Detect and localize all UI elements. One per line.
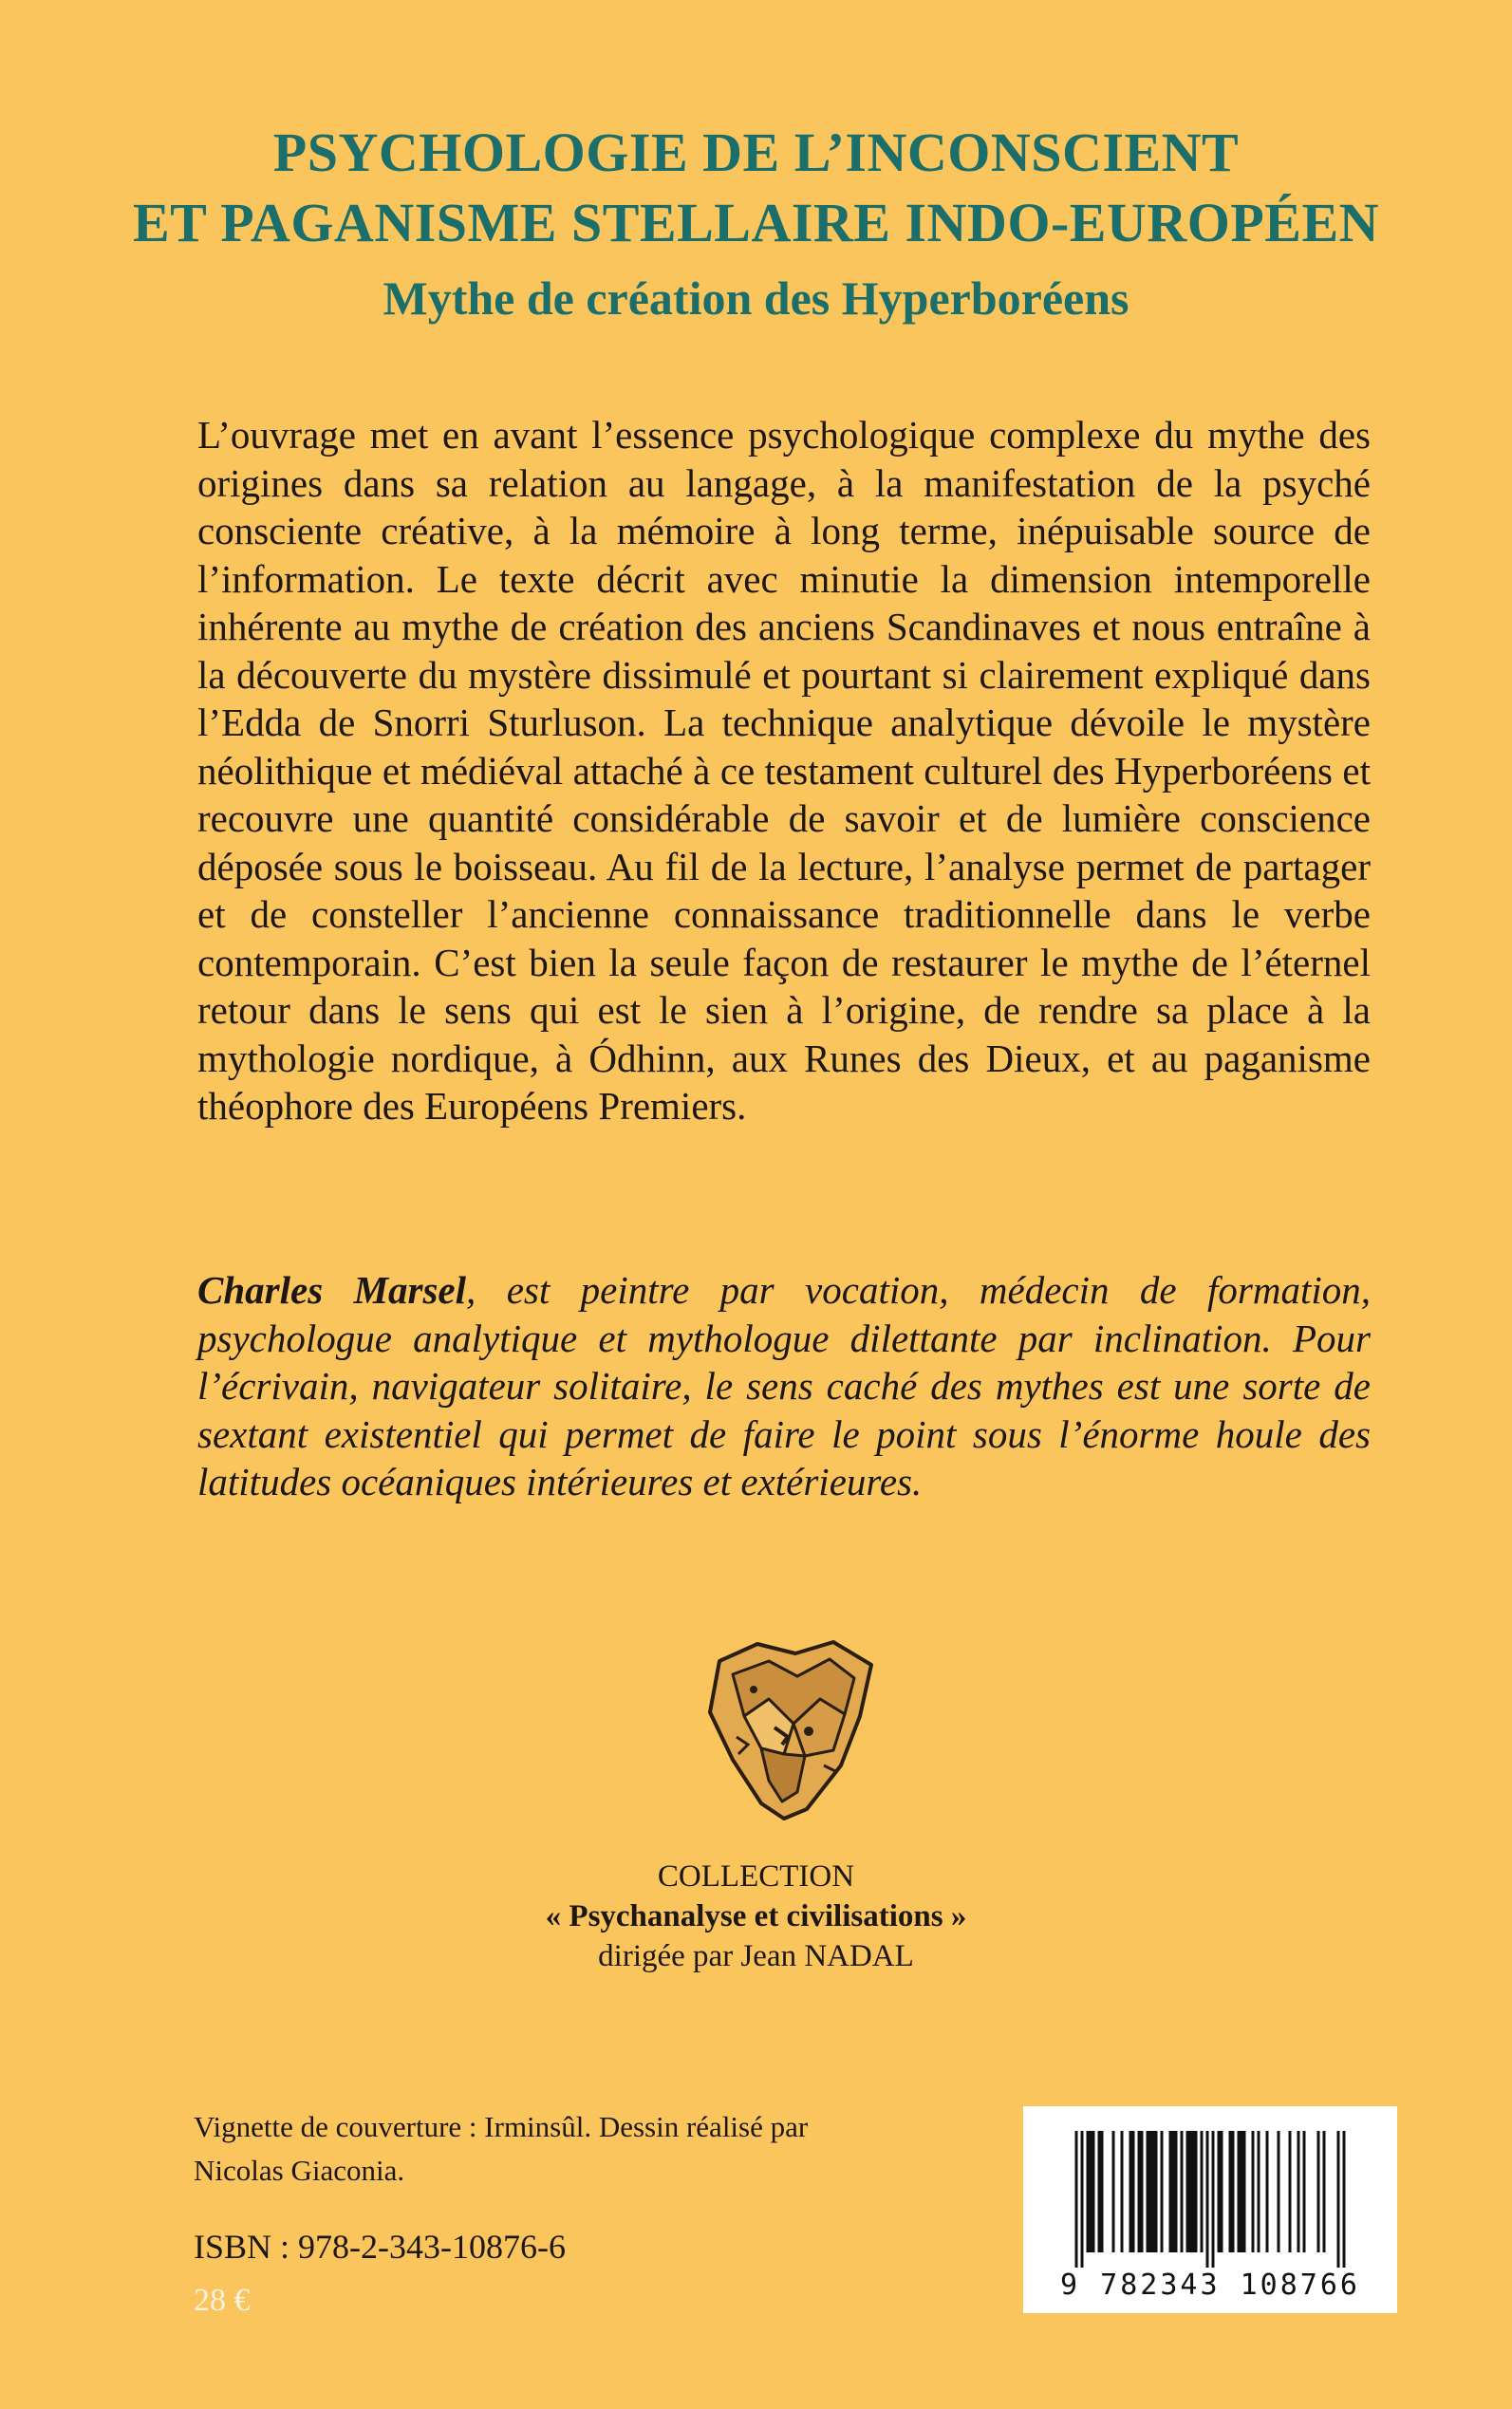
barcode-number: 9 782343 108766 [1060, 2269, 1360, 2302]
barcode-bar [1238, 2131, 1241, 2252]
barcode-bar [1147, 2131, 1149, 2252]
barcode-bar [1323, 2131, 1326, 2252]
barcode-bar [1221, 2131, 1223, 2252]
barcode-bar [1303, 2131, 1306, 2252]
barcode-bar [1317, 2131, 1320, 2252]
barcode-bar [1090, 2131, 1092, 2252]
barcode-bars [1023, 2106, 1397, 2268]
barcode-bar [1192, 2131, 1195, 2252]
author-name: Charles Marsel [197, 1268, 467, 1312]
barcode-bar [1149, 2131, 1152, 2252]
isbn: ISBN : 978-2-343-10876-6 [194, 2228, 566, 2266]
collection-director: dirigée par Jean NADAL [598, 1939, 914, 1973]
author-bio [197, 1266, 1371, 1506]
title-line-2: ET PAGANISME STELLAIRE INDO-EUROPÉEN [132, 192, 1380, 253]
barcode-bar [1258, 2131, 1260, 2252]
barcode-bar [1337, 2131, 1340, 2268]
barcode-bar [1121, 2131, 1124, 2252]
barcode-bar [1186, 2131, 1189, 2252]
collection-block [0, 1857, 1512, 1976]
barcode-bar [1229, 2131, 1232, 2252]
barcode-bar [1175, 2131, 1178, 2252]
barcode-bar [1189, 2131, 1192, 2252]
barcode-bar [1138, 2131, 1141, 2252]
title-line-1: PSYCHOLOGIE DE L’INCONSCIENT [272, 121, 1240, 183]
author-bio-text: , est peintre par vocation, médecin de formation, psychologue analytique et mythologue dilettante par inclination. Pour l’écrivain, navigateur solitaire, le sens caché des mythes est une sorte de sextant existentiel qui permet de faire le point sous l’énorme houle des latitudes océaniques intérieures et extérieures. [197, 1268, 1371, 1503]
collection-series: « Psychanalyse et civilisations » [545, 1899, 967, 1933]
barcode-bar [1075, 2131, 1078, 2268]
barcode-bar [1161, 2131, 1164, 2252]
barcode-bar [1343, 2131, 1346, 2268]
barcode-bar [1141, 2131, 1144, 2252]
barcode-bar [1132, 2131, 1135, 2252]
collection-label: COLLECTION [657, 1859, 855, 1894]
barcode-bar [1241, 2131, 1243, 2252]
barcode-bar [1101, 2131, 1104, 2252]
barcode-bar [1181, 2131, 1184, 2252]
cover-credit: Vignette de couverture : Irminsûl. Dessin réalisé par Nicolas Giaconia. [194, 2110, 809, 2187]
price: 28 € [194, 2283, 251, 2318]
barcode-bar [1195, 2131, 1198, 2252]
barcode-bar [1206, 2131, 1209, 2268]
subtitle: Mythe de création des Hyperboréens [383, 271, 1129, 325]
barcode-bar [1212, 2131, 1215, 2268]
barcode-bar [1289, 2131, 1292, 2252]
barcode-bar [1252, 2131, 1255, 2252]
publisher-emblem-icon [691, 1633, 881, 1822]
barcode-bar [1232, 2131, 1235, 2252]
barcode-bar [1081, 2131, 1084, 2268]
barcode-bar [1155, 2131, 1158, 2252]
barcode-bar [1169, 2131, 1172, 2252]
barcode-bar [1266, 2131, 1269, 2252]
barcode-bar [1112, 2131, 1115, 2252]
barcode-bar [1098, 2131, 1101, 2252]
barcode-bar [1218, 2131, 1221, 2252]
barcode-bar [1201, 2131, 1204, 2252]
barcode-bar [1152, 2131, 1155, 2252]
barcode-bar [1172, 2131, 1175, 2252]
barcode-bar [1092, 2131, 1095, 2252]
barcode [1023, 2106, 1397, 2313]
barcode-bar [1278, 2131, 1280, 2252]
barcode-bar [1243, 2131, 1246, 2252]
barcode-bar [1297, 2131, 1300, 2252]
barcode-bar [1129, 2131, 1132, 2252]
description-paragraph: L’ouvrage met en avant l’essence psychologique complexe du mythe des origines dans sa relation au langage, à la manifestation de la psyché consciente créative, à la mémoire à long terme, inépuisable source de l’information. Le texte décrit avec minutie la dimension intemporelle inhérente au mythe de création des anciens Scandinaves et nous entraîne à la découverte du mystère dissimulé et pourtant si clairement expliqué dans l’Edda de Snorri Sturluson. La technique analytique dévoile le mystère néolithique et médiéval attaché à ce testament culturel des Hyperboréens et recouvre une quantité considérable de savoir et de lumière conscience déposée sous le boisseau. Au fil de la lecture, l’analyse permet de partager et de consteller l’ancienne connaissance traditionnelle dans le verbe contemporain. C’est bien la seule façon de restaurer le mythe de l’éternel retour dans le sens qui est le sien à l’origine, de rendre sa place à la mythologie nordique, à Ódhinn, aux Runes des Dieux, et au paganisme théophore des Européens Premiers. [197, 413, 1371, 1128]
barcode-bar [1087, 2131, 1090, 2252]
